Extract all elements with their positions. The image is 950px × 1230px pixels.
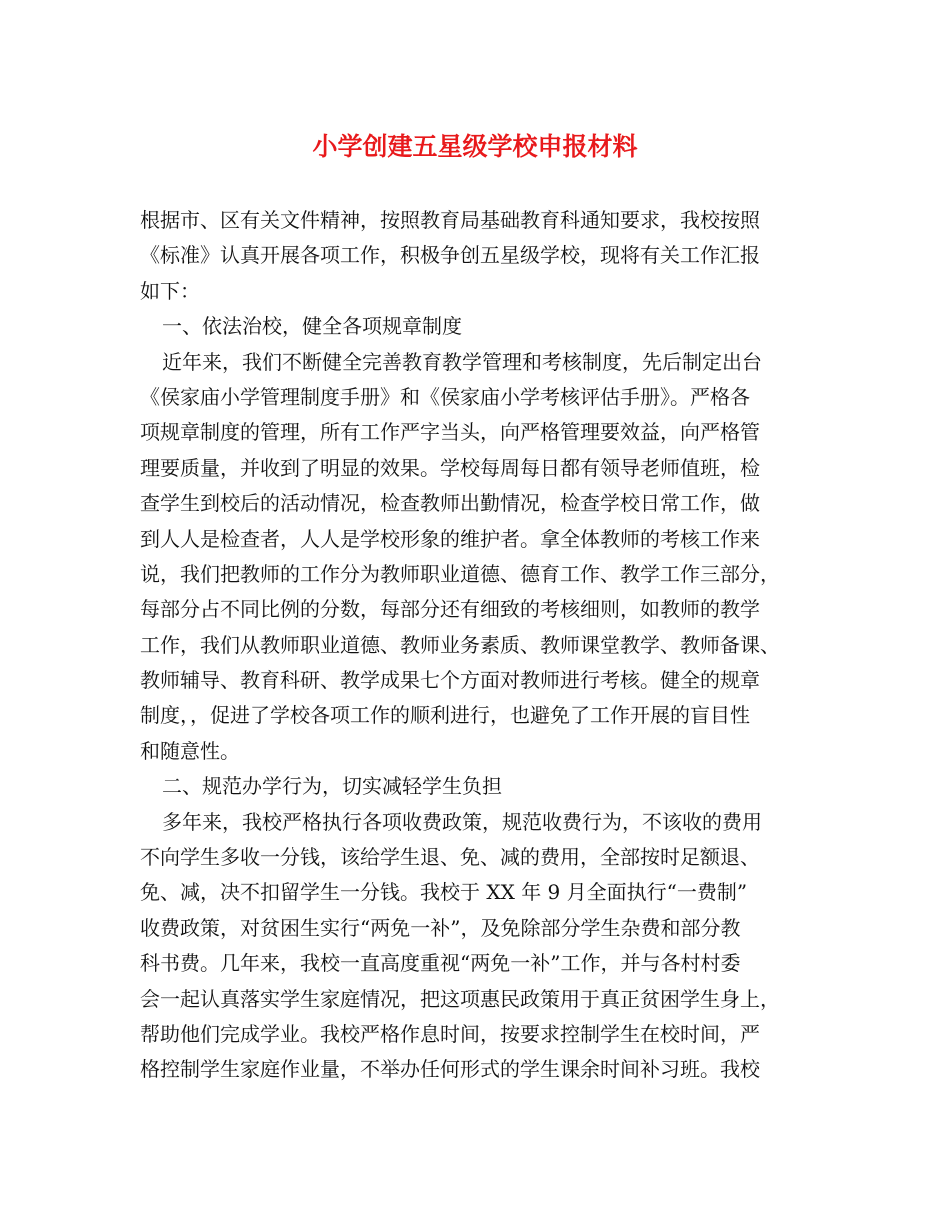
body-line: 帮助他们完成学业。我校严格作息时间，按要求控制学生在校时间，严 xyxy=(140,1021,760,1046)
body-line: 《标准》认真开展各项工作，积极争创五星级学校，现将有关工作汇报 xyxy=(140,243,760,268)
body-line: 和随意性。 xyxy=(140,738,240,763)
body-line: 理要质量，并收到了明显的效果。学校每周每日都有领导老师值班，检 xyxy=(140,455,760,480)
document-title: 小学创建五星级学校申报材料 xyxy=(312,132,638,161)
body-line: 工作，我们从教师职业道德、教师业务素质、教师课堂教学、教师备课、 xyxy=(140,632,780,657)
body-line: 近年来，我们不断健全完善教育教学管理和考核制度，先后制定出台 xyxy=(162,349,762,374)
body-line: 每部分占不同比例的分数，每部分还有细致的考核细则，如教师的教学 xyxy=(140,597,760,622)
body-line: 如下： xyxy=(140,278,200,303)
body-line: 到人人是检查者，人人是学校形象的维护者。拿全体教师的考核工作来 xyxy=(140,526,760,551)
body-line: 根据市、区有关文件精神，按照教育局基础教育科通知要求，我校按照 xyxy=(140,208,760,232)
body-line: 收费政策，对贫困生实行“两免一补”，及免除部分学生杂费和部分教 xyxy=(140,915,741,940)
body-line: 《侯家庙小学管理制度手册》和《侯家庙小学考核评估手册》。严格各 xyxy=(140,384,750,409)
document-body xyxy=(140,203,830,1088)
body-line: 查学生到校后的活动情况，检查教师出勤情况，检查学校日常工作，做 xyxy=(140,491,760,516)
body-line: 说，我们把教师的工作分为教师职业道德、德育工作、教学工作三部分， xyxy=(140,561,780,586)
body-line: 一、依法治校，健全各项规章制度 xyxy=(162,314,462,339)
body-line: 免、减，决不扣留学生一分钱。我校于 XX 年 9 月全面执行“一费制” xyxy=(140,880,748,905)
body-line: 项规章制度的管理，所有工作严字当头，向严格管理要效益，向严格管 xyxy=(140,420,760,445)
body-line: 教师辅导、教育科研、教学成果七个方面对教师进行考核。健全的规章 xyxy=(140,668,760,693)
body-line: 多年来，我校严格执行各项收费政策，规范收费行为，不该收的费用 xyxy=(162,809,762,834)
body-line: 二、规范办学行为，切实减轻学生负担 xyxy=(162,774,502,799)
body-line: 不向学生多收一分钱，该给学生退、免、减的费用，全部按时足额退、 xyxy=(140,845,760,870)
body-line: 科书费。几年来，我校一直高度重视“两免一补”工作，并与各村村委 xyxy=(140,951,741,976)
body-line: 格控制学生家庭作业量，不举办任何形式的学生课余时间补习班。我校 xyxy=(140,1057,760,1082)
body-line: 制度，，促进了学校各项工作的顺利进行，也避免了工作开展的盲目性 xyxy=(140,703,750,728)
body-line: 会一起认真落实学生家庭情况，把这项惠民政策用于真正贫困学生身上， xyxy=(140,986,780,1011)
